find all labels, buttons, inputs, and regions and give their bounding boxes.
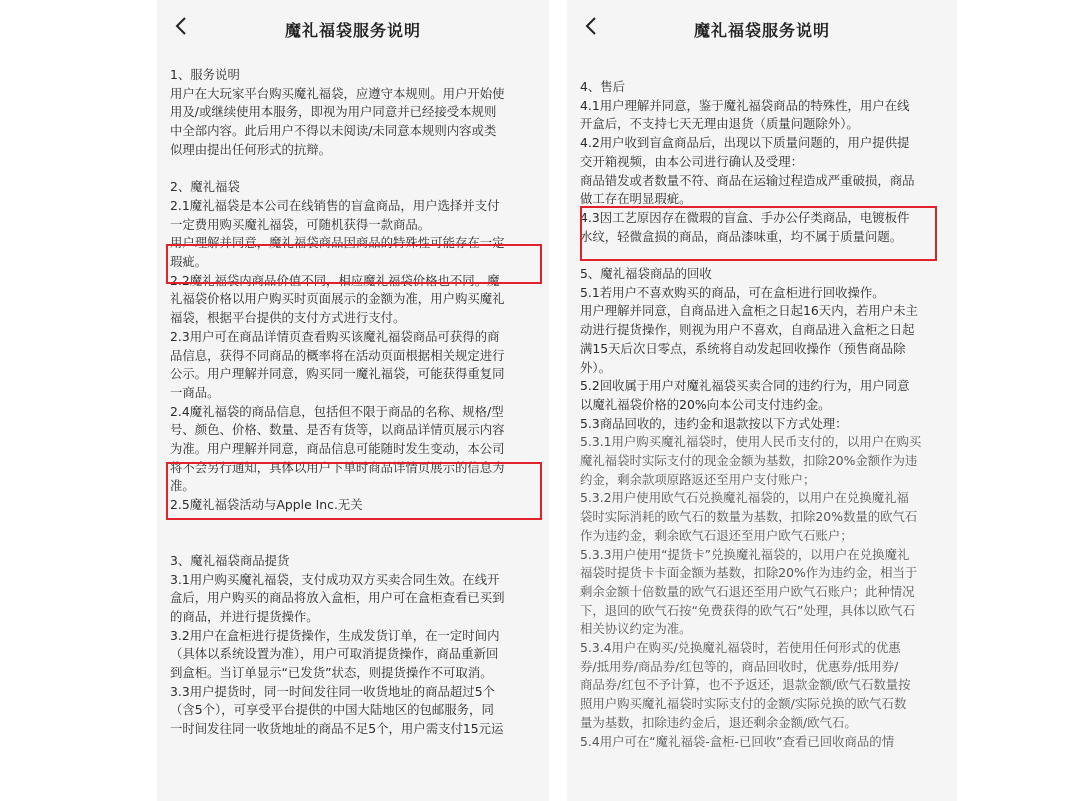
text-line: 魔礼福袋时实际支付的现金金额为基数，扣除20%金额作为违 bbox=[580, 453, 918, 469]
text-line: 品信息，获得不同商品的概率将在活动页面根据相关规定进行 bbox=[170, 347, 505, 363]
section-heading: 2、魔礼福袋 bbox=[170, 179, 240, 195]
text-line: 袋时实际消耗的欧气石的数量为基数，扣除20%数量的欧气石 bbox=[580, 509, 918, 525]
text-line: 中全部内容。此后用户不得以未阅读/未同意本规则内容或类 bbox=[170, 123, 497, 139]
text-line: 量为基数，扣除违约金后，退还剩余金额/欧气石。 bbox=[580, 714, 857, 730]
text-line: （含5个），可享受平台提供的中国大陆地区的包邮服务，同 bbox=[170, 702, 494, 718]
text-line: 2.4魔礼福袋的商品信息，包括但不限于商品的名称、规格/型 bbox=[170, 403, 504, 419]
text-line: 动进行提货操作，则视为用户不喜欢，自商品进入盒柜之日起 bbox=[580, 322, 915, 338]
left-screen bbox=[157, 0, 549, 801]
text-line: 用户理解并同意，魔礼福袋商品因商品的特殊性可能存在一定 bbox=[170, 235, 505, 251]
text-line: 似理由提出任何形式的抗辩。 bbox=[170, 141, 332, 157]
rules-content bbox=[580, 78, 949, 751]
text-line: 5.3.4用户在购买/兑换魔礼福袋时，若使用任何形式的优惠 bbox=[580, 640, 901, 656]
text-line: 5.3.3用户使用“提货卡”兑换魔礼福袋的，以用户在兑换魔礼 bbox=[580, 546, 910, 562]
text-line: 商品错发或者数量不符、商品在运输过程造成严重破损，商品 bbox=[580, 172, 915, 188]
text-line: 的商品，并进行提货操作。 bbox=[170, 608, 319, 624]
text-line: 做工存在明显瑕疵。 bbox=[580, 191, 692, 207]
text-line: （具体以系统设置为准），用户可取消提货操作，商品重新回 bbox=[170, 646, 499, 662]
page-title: 魔礼福袋服务说明 bbox=[693, 21, 830, 40]
text-line: 一时间发往同一收货地址的商品不足5个，用户需支付15元运 bbox=[170, 721, 504, 737]
text-line: 开盒后，不支持七天无理由退货（质量问题除外）。 bbox=[580, 116, 859, 132]
text-line: 交开箱视频，由本公司进行确认及受理： bbox=[580, 153, 804, 169]
text-line: 以魔礼福袋价格的20%向本公司支付违约金。 bbox=[580, 396, 831, 412]
text-line: 5.4用户可在“魔礼福袋-盒柜-已回收”查看已回收商品的情 bbox=[580, 733, 895, 749]
text-line: 公示。用户理解并同意，购买同一魔礼福袋，可能获得重复同 bbox=[170, 366, 505, 382]
text-line: 4.1用户理解并同意，鉴于魔礼福袋商品的特殊性，用户在线 bbox=[580, 97, 910, 113]
text-line: 满15天后次日零点，系统将自动发起回收操作（预售商品除 bbox=[580, 340, 906, 356]
text-line: 福袋，根据平台提供的支付方式进行支付。 bbox=[170, 310, 406, 326]
text-line: 瑕疵。 bbox=[170, 254, 208, 270]
text-line: 福袋时提货卡卡面金额为基数，扣除20%作为违约金，相当于 bbox=[580, 565, 918, 581]
text-line: 照用户购买魔礼福袋时实际支付的金额/实际兑换的欧气石数 bbox=[580, 696, 907, 712]
text-line: 作为违约金，剩余欧气石退还至用户欧气石账户； bbox=[580, 527, 853, 543]
text-line: 一定费用购买魔礼福袋，可随机获得一款商品。 bbox=[170, 216, 431, 232]
text-line: 4.3因工艺原因存在微瑕的盲盒、手办公仔类商品，电镀板件 bbox=[580, 209, 910, 225]
text-line: 一商品。 bbox=[170, 384, 220, 400]
text-line: 3.2用户在盒柜进行提货操作，生成发货订单，在一定时间内 bbox=[170, 627, 500, 643]
text-line: 号、颜色、价格、数量、是否有货等，以商品详情页展示内容 bbox=[170, 422, 505, 438]
text-line: 券/抵用券/商品券/红包等的，商品回收时，优惠券/抵用券/ bbox=[580, 658, 899, 674]
section-heading: 5、魔礼福袋商品的回收 bbox=[580, 266, 712, 282]
text-line: 用及/或继续使用本服务，即视为用户同意并已经接受本规则 bbox=[170, 104, 497, 120]
text-line: 5.1若用户不喜欢购买的商品，可在盒柜进行回收操作。 bbox=[580, 284, 885, 300]
section-heading: 4、售后 bbox=[580, 79, 626, 94]
header bbox=[567, 0, 957, 52]
text-line: 用户理解并同意，自商品进入盒柜之日起16天内，若用户未主 bbox=[580, 303, 918, 319]
text-line: 约金，剩余款项原路返还至用户支付账户； bbox=[580, 471, 816, 487]
text-line: 准。 bbox=[170, 478, 195, 494]
page-title: 魔礼福袋服务说明 bbox=[284, 21, 421, 40]
rules-content bbox=[170, 66, 541, 739]
text-line: 礼福袋价格以用户购买时页面展示的金额为准，用户购买魔礼 bbox=[170, 291, 505, 307]
header bbox=[157, 0, 549, 52]
text-line: 5.3商品回收的，违约金和退款按以下方式处理： bbox=[580, 415, 848, 431]
text-line: 4.2用户收到盲盒商品后，出现以下质量问题的，用户提供提 bbox=[580, 135, 910, 151]
text-line: 5.3.1用户购买魔礼福袋时，使用人民币支付的，以用户在购买 bbox=[580, 434, 922, 450]
text-line: 2.2魔礼福袋内商品价值不同，相应魔礼福袋价格也不同。魔 bbox=[170, 272, 500, 288]
text-line: 商品券/红包不予计算，也不予返还，退款金额/欧气石数量按 bbox=[580, 677, 911, 693]
text-line: 用户在大玩家平台购买魔礼福袋，应遵守本规则。用户开始使 bbox=[170, 85, 505, 101]
text-line: 到盒柜。当订单显示“已发货”状态，则提货操作不可取消。 bbox=[170, 665, 493, 681]
section-heading: 3、魔礼福袋商品提货 bbox=[170, 552, 290, 568]
text-line: 外）。 bbox=[580, 359, 611, 375]
text-line: 2.1魔礼福袋是本公司在线销售的盲盒商品，用户选择并支付 bbox=[170, 197, 500, 213]
text-line: 5.3.2用户使用欧气石兑换魔礼福袋的，以用户在兑换魔礼福 bbox=[580, 490, 909, 506]
text-line: 盒后，用户购买的商品将放入盒柜，用户可在盒柜查看已买到 bbox=[170, 590, 505, 606]
text-line: 剩余金额十倍数量的欧气石退还至用户欧气石账户；此种情况 bbox=[580, 583, 915, 599]
text-line: 将不会另行通知，具体以用户下单时商品详情页展示的信息为 bbox=[170, 459, 505, 475]
text-line: 为准。用户理解并同意，商品信息可能随时发生变动，本公司 bbox=[170, 441, 505, 457]
text-line: 下，退回的欧气石按“免费获得的欧气石”处理，具体以欧气石 bbox=[580, 602, 915, 618]
text-line: 3.1用户购买魔礼福袋，支付成功双方买卖合同生效。在线开 bbox=[170, 571, 500, 587]
text-line: 5.2回收属于用户对魔礼福袋买卖合同的违约行为，用户同意 bbox=[580, 378, 910, 394]
right-screen bbox=[567, 0, 957, 801]
text-line: 相关协议约定为准。 bbox=[580, 621, 692, 637]
section-heading: 1、服务说明 bbox=[170, 67, 240, 82]
text-line: 3.3用户提货时，同一时间发往同一收货地址的商品超过5个 bbox=[170, 683, 495, 699]
text-line: 2.5魔礼福袋活动与Apple Inc.无关 bbox=[170, 497, 363, 513]
text-line: 水纹，轻微盒损的商品，商品漆味重，均不属于质量问题。 bbox=[580, 228, 903, 244]
text-line: 2.3用户可在商品详情页查看购买该魔礼福袋商品可获得的商 bbox=[170, 328, 500, 344]
